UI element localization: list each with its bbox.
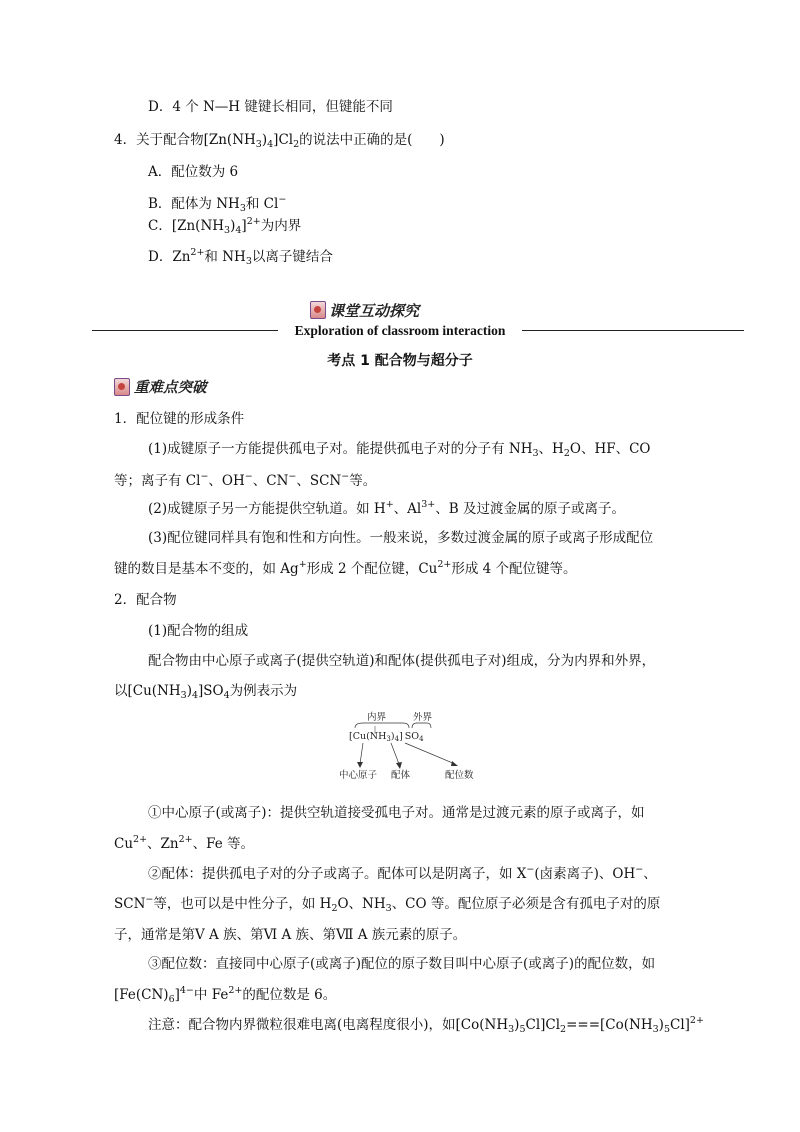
s2-ligand-line3: 子，通常是第Ⅴ A 族、第Ⅵ A 族、第Ⅶ A 族元素的原子。 — [114, 927, 467, 943]
book-badge-icon — [310, 301, 326, 319]
s2-subtitle: (1)配合物的组成 — [148, 623, 249, 639]
s1-para3-line1: (3)配位键同样具有饱和性和方向性。一般来说，多数过渡金属的原子或离子形成配位 — [148, 530, 654, 546]
topic-heading: 考点 1 配合物与超分子 — [327, 353, 473, 369]
q4-option-b: B．配体为 $NH_3$和 Cl− — [148, 194, 287, 214]
q4-option-a: A．配位数为 6 — [148, 164, 239, 180]
diagram-outer-brace — [412, 723, 431, 728]
s2-note: 注意：配合物内界微粒很难电离(电离程度很小)，如$[Co(NH_3)_5Cl]Cl_2===[Co(NH_3)_5Cl]^{2+}$ — [148, 1015, 704, 1035]
diagram-inner-brace — [355, 723, 409, 728]
s1-title: 1．配位键的形成条件 — [114, 411, 245, 427]
diagram-formula: $[Cu(NH_3)_4]$ $SO_4$ — [349, 731, 424, 743]
s1-para1-line1: (1)成键原子一方能提供孤电子对。能提供孤电子对的分子有 $NH_3$、$H_2O$、HF、CO — [148, 441, 651, 459]
diagram-inner-label: 内界 — [367, 712, 387, 723]
banner-rule-right — [522, 330, 744, 331]
diagram-arrow-center — [360, 743, 363, 764]
s2-title: 2．配合物 — [114, 592, 177, 608]
diagram-arrow-ligand — [391, 743, 399, 764]
s2-center-line2: $Cu^{2+}$、$Zn^{2+}$、Fe 等。 — [114, 834, 255, 852]
diagram-center-label: 中心原子 — [339, 770, 378, 781]
diagram-ligand-label: 配体 — [391, 770, 411, 781]
diagram-arrowhead-coord — [451, 761, 458, 766]
s2-coord-line2: $[Fe(CN)_6]^{4-}$中 $Fe^{2+}$的配位数是 6。 — [114, 985, 337, 1005]
q4-option-d: D．$Zn^{2+}$和 $NH_3$以离子键结合 — [148, 247, 333, 267]
diagram-coord-label: 配位数 — [445, 770, 474, 781]
q3-option-d-text: D．4 个 N—H 键键长相同，但键能不同 — [148, 99, 393, 115]
complex-composition-diagram — [335, 710, 495, 782]
banner-rule-left — [92, 330, 278, 331]
s2-para1-line1: 配合物由中心原子或离子(提供空轨道)和配体(提供孤电子对)组成，分为内界和外界， — [148, 653, 656, 669]
s2-ligand-line2: SCN−等，也可以是中性分子，如 $H_2O$、$NH_3$、CO 等。配位原子必须是含有孤电子对的原 — [114, 894, 661, 914]
q4-stem: 4．关于配合物$[Zn(NH_3)_4]Cl_2$的说法中正确的是( ) — [114, 132, 445, 150]
s1-para3-line2: 键的数目是基本不变的，如 Ag+形成 2 个配位键，$Cu^{2+}$形成 4 个配位键等。 — [114, 559, 577, 577]
q3-option-d — [148, 98, 393, 116]
diagram-arrowhead-center — [357, 762, 363, 768]
s2-para1-line2: 以$[Cu(NH_3)_4]SO_4$为例表示为 — [114, 683, 298, 701]
section-heading: 重难点突破 — [114, 376, 207, 397]
banner-subtitle: Exploration of classroom interaction — [280, 323, 520, 339]
banner-title: 课堂互动探究 — [310, 297, 419, 323]
s2-ligand-line1: ②配体：提供孤电子对的分子或离子。配体可以是阴离子，如 X−(卤素离子)、OH−、 — [148, 864, 657, 882]
s1-para1-line2: 等；离子有 Cl−、OH−、CN−、SCN−等。 — [114, 471, 377, 489]
s2-coord-line1: ③配位数：直接同中心原子(或离子)配位的原子数目叫中心原子(或离子)的配位数，如 — [148, 956, 656, 972]
diagram-outer-label: 外界 — [413, 712, 433, 723]
s2-center-line1: ①中心原子(或离子)：提供空轨道接受孤电子对。通常是过渡元素的原子或离子，如 — [148, 805, 645, 821]
diagram-arrow-coord — [405, 743, 455, 764]
q4-option-c: C．$[Zn(NH_3)_4]^{2+}$为内界 — [148, 216, 302, 236]
book-badge-icon — [114, 378, 130, 396]
s1-para2: (2)成键原子另一方能提供空轨道。如 H+、$Al^{3+}$、B 及过渡金属的原子或离子。 — [148, 499, 625, 517]
diagram-arrowhead-ligand — [396, 762, 402, 769]
